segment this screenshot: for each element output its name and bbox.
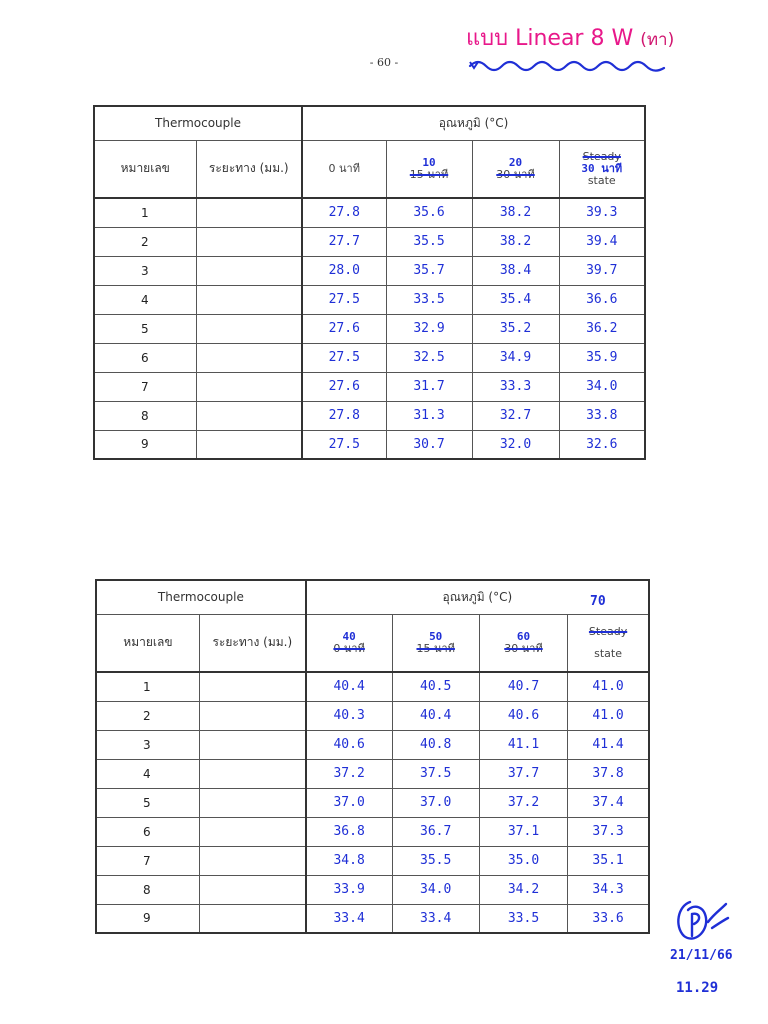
temperature-cell: 31.3: [386, 401, 472, 430]
struck-time-label: Steady: [582, 149, 621, 163]
distance-cell: [199, 730, 305, 759]
temperature-cell: 27.6: [302, 314, 386, 343]
temperature-cell: 35.6: [386, 198, 472, 227]
thermocouple-number: 5: [94, 314, 196, 343]
temperature-cell: 27.8: [302, 401, 386, 430]
handwritten-time-note: 50: [429, 629, 443, 643]
temperature-cell: 37.0: [392, 788, 479, 817]
thermocouple-number: 2: [94, 227, 196, 256]
temperature-cell: 27.5: [302, 285, 386, 314]
table-row: [96, 875, 649, 904]
temperature-cell: 35.5: [386, 227, 472, 256]
group-header-thermocouple: Thermocouple: [94, 106, 302, 140]
distance-cell: [199, 817, 305, 846]
col-header-time-1: [306, 614, 392, 672]
temperature-cell: 40.4: [392, 701, 479, 730]
distance-cell: [196, 198, 302, 227]
temperature-cell: 33.5: [479, 904, 567, 933]
temperature-cell: 28.0: [302, 256, 386, 285]
table-row: [94, 401, 645, 430]
temperature-cell: 32.5: [386, 343, 472, 372]
handwritten-header-note: [466, 20, 674, 55]
printed-time-label: 0 นาที: [328, 161, 360, 175]
col-header-time-4: [559, 140, 645, 198]
thermocouple-number: 2: [96, 701, 199, 730]
distance-cell: [196, 314, 302, 343]
table-row: [94, 256, 645, 285]
table-row: [94, 227, 645, 256]
temperature-cell: 34.3: [568, 875, 649, 904]
signature-time: 11.29: [676, 980, 719, 996]
col-header-time-2: [392, 614, 479, 672]
thermocouple-number: 9: [96, 904, 199, 933]
table-row: [94, 430, 645, 459]
col-header-time-3: [472, 140, 559, 198]
thermocouple-number: 1: [94, 198, 196, 227]
printed-time-label-2: state: [587, 173, 616, 187]
col-header-distance: ระยะทาง (มม.): [196, 140, 302, 198]
thermocouple-number: 3: [96, 730, 199, 759]
temperature-cell: 32.6: [559, 430, 645, 459]
temperature-cell: 41.0: [568, 701, 649, 730]
temperature-cell: 40.8: [392, 730, 479, 759]
temperature-cell: 36.6: [559, 285, 645, 314]
thermocouple-table-2: [95, 579, 650, 934]
thermocouple-number: 8: [96, 875, 199, 904]
temperature-cell: 39.3: [559, 198, 645, 227]
col-header-time-3: [479, 614, 567, 672]
thermocouple-number: 7: [94, 372, 196, 401]
signature: [668, 896, 732, 948]
thermocouple-number: 3: [94, 256, 196, 285]
table-row: [94, 198, 645, 227]
temperature-cell: 37.4: [568, 788, 649, 817]
temperature-cell: 31.7: [386, 372, 472, 401]
temperature-cell: 34.9: [472, 343, 559, 372]
temperature-cell: 33.6: [568, 904, 649, 933]
col-header-number: หมายเลข: [94, 140, 196, 198]
temperature-cell: 34.0: [559, 372, 645, 401]
temperature-cell: 35.9: [559, 343, 645, 372]
distance-cell: [196, 227, 302, 256]
temperature-cell: 37.3: [568, 817, 649, 846]
temperature-cell: 36.8: [306, 817, 392, 846]
temperature-cell: 30.7: [386, 430, 472, 459]
distance-cell: [199, 701, 305, 730]
table-row: [96, 904, 649, 933]
thermocouple-number: 4: [96, 759, 199, 788]
temperature-cell: 33.5: [386, 285, 472, 314]
thermocouple-number: 5: [96, 788, 199, 817]
temperature-cell: 37.5: [392, 759, 479, 788]
handwritten-time-note: 20: [508, 155, 523, 169]
thermocouple-number: 6: [94, 343, 196, 372]
temperature-cell: 38.4: [472, 256, 559, 285]
temperature-cell: 37.1: [479, 817, 567, 846]
table-row: [96, 846, 649, 875]
handwritten-squiggle-underline: [468, 54, 668, 72]
temperature-cell: 27.5: [302, 343, 386, 372]
distance-cell: [199, 904, 305, 933]
temperature-cell: 35.0: [479, 846, 567, 875]
temperature-cell: 33.9: [306, 875, 392, 904]
temperature-cell: 35.4: [472, 285, 559, 314]
temperature-cell: 37.2: [306, 759, 392, 788]
temperature-cell: 37.8: [568, 759, 649, 788]
temperature-cell: 40.5: [392, 672, 479, 701]
temperature-cell: 41.4: [568, 730, 649, 759]
distance-cell: [199, 875, 305, 904]
table-row: [96, 817, 649, 846]
handwritten-time-note: 60: [516, 629, 531, 643]
page-number: - 60 -: [369, 56, 399, 69]
signature-date: 21/11/66: [670, 948, 733, 963]
temperature-cell: 32.9: [386, 314, 472, 343]
table-row: [96, 788, 649, 817]
temperature-cell: 33.4: [306, 904, 392, 933]
temperature-cell: 27.8: [302, 198, 386, 227]
temperature-cell: 32.0: [472, 430, 559, 459]
temperature-cell: 38.2: [472, 227, 559, 256]
table-row: [94, 314, 645, 343]
distance-cell: [196, 372, 302, 401]
thermocouple-table-1: [93, 105, 646, 460]
table-row: [96, 730, 649, 759]
group-header-temperature: อุณหภูมิ (°C): [302, 106, 645, 140]
struck-time-label: Steady: [588, 624, 628, 638]
group-header-temperature: อุณหภูมิ (°C): [306, 580, 649, 614]
printed-time-label-2: state: [594, 646, 623, 660]
temperature-cell: 32.7: [472, 401, 559, 430]
group-header-thermocouple: Thermocouple: [96, 580, 306, 614]
struck-time-label: 15 นาที: [416, 641, 455, 655]
temperature-cell: 39.7: [559, 256, 645, 285]
temperature-cell: 41.0: [568, 672, 649, 701]
temperature-cell: 35.5: [392, 846, 479, 875]
table-row: [96, 701, 649, 730]
thermocouple-number: 7: [96, 846, 199, 875]
distance-cell: [196, 285, 302, 314]
distance-cell: [196, 401, 302, 430]
distance-cell: [196, 256, 302, 285]
temperature-cell: 27.7: [302, 227, 386, 256]
col-header-number: หมายเลข: [96, 614, 199, 672]
col-header-distance: ระยะทาง (มม.): [199, 614, 305, 672]
distance-cell: [199, 846, 305, 875]
temperature-cell: 40.3: [306, 701, 392, 730]
distance-cell: [199, 759, 305, 788]
temperature-cell: 37.7: [479, 759, 567, 788]
thermocouple-number: 9: [94, 430, 196, 459]
table-row: [96, 672, 649, 701]
temperature-cell: 37.0: [306, 788, 392, 817]
temperature-cell: 40.6: [479, 701, 567, 730]
header-note-main: แบบ Linear 8 W: [466, 26, 634, 51]
table-row: [94, 285, 645, 314]
temperature-cell: 40.4: [306, 672, 392, 701]
col-header-time-2: [386, 140, 472, 198]
handwritten-extra-note: 70: [590, 594, 606, 609]
distance-cell: [196, 343, 302, 372]
distance-cell: [196, 430, 302, 459]
temperature-cell: 34.0: [392, 875, 479, 904]
temperature-cell: 41.1: [479, 730, 567, 759]
temperature-cell: 37.2: [479, 788, 567, 817]
temperature-cell: 35.1: [568, 846, 649, 875]
temperature-cell: 33.3: [472, 372, 559, 401]
temperature-cell: 38.2: [472, 198, 559, 227]
col-header-time-1: [302, 140, 386, 198]
temperature-cell: 33.4: [392, 904, 479, 933]
thermocouple-number: 1: [96, 672, 199, 701]
struck-time-label: 0 นาที: [333, 641, 365, 655]
handwritten-time-note: 10: [422, 155, 436, 169]
temperature-cell: 27.6: [302, 372, 386, 401]
table-row: [94, 343, 645, 372]
thermocouple-number: 4: [94, 285, 196, 314]
table-row: [96, 759, 649, 788]
table-row: [94, 372, 645, 401]
distance-cell: [199, 672, 305, 701]
thermocouple-number: 6: [96, 817, 199, 846]
temperature-cell: 33.8: [559, 401, 645, 430]
header-note-suffix: (ทา): [640, 30, 675, 50]
temperature-cell: 34.2: [479, 875, 567, 904]
temperature-cell: 34.8: [306, 846, 392, 875]
struck-time-label: 15 นาที: [409, 167, 449, 181]
struck-time-label: 30 นาที: [496, 167, 535, 181]
col-header-time-4: [568, 614, 649, 672]
temperature-cell: 40.6: [306, 730, 392, 759]
temperature-cell: 40.7: [479, 672, 567, 701]
struck-time-label: 30 นาที: [504, 641, 543, 655]
temperature-cell: 27.5: [302, 430, 386, 459]
temperature-cell: 35.7: [386, 256, 472, 285]
temperature-cell: 39.4: [559, 227, 645, 256]
distance-cell: [199, 788, 305, 817]
temperature-cell: 36.7: [392, 817, 479, 846]
handwritten-time-note: 40: [342, 629, 356, 643]
handwritten-time-note: 30 นาที: [581, 161, 623, 175]
temperature-cell: 36.2: [559, 314, 645, 343]
thermocouple-number: 8: [94, 401, 196, 430]
temperature-cell: 35.2: [472, 314, 559, 343]
